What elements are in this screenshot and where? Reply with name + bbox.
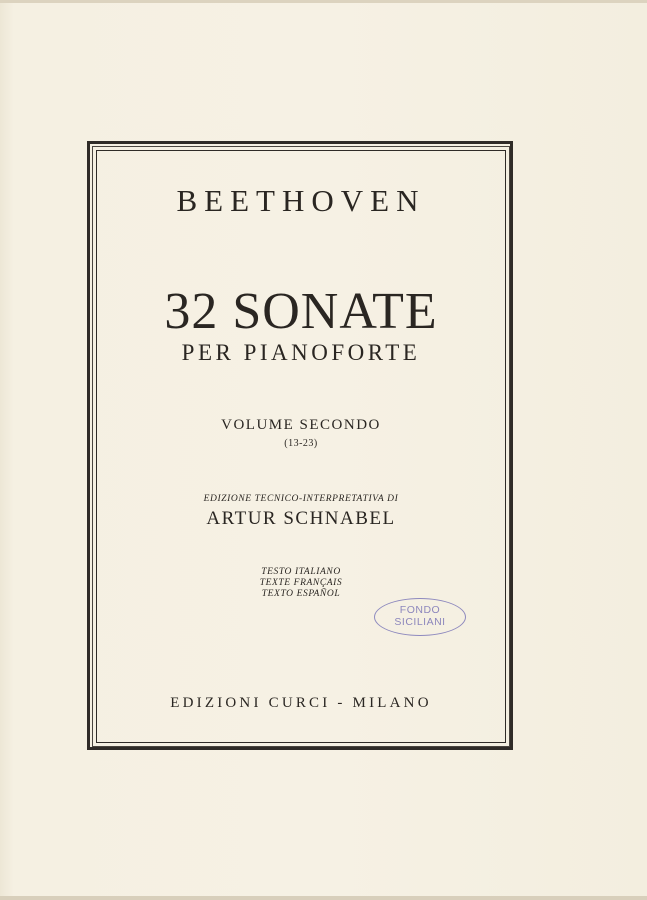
publisher-line: EDIZIONI CURCI - MILANO	[170, 695, 432, 711]
volume-label: VOLUME SECONDO	[221, 417, 381, 433]
composer-name: BEETHOVEN	[176, 183, 426, 218]
language-french: TEXTE FRANÇAIS	[259, 578, 343, 588]
stamp-line-2: SICILIANI	[394, 616, 446, 628]
page-top-edge	[0, 0, 647, 3]
sonata-range: (13-23)	[284, 438, 318, 449]
language-spanish: TEXTO ESPAÑOL	[261, 589, 341, 599]
stamp-line-1: FONDO	[399, 604, 441, 616]
language-italian: TESTO ITALIANO	[261, 567, 341, 577]
language-list	[240, 567, 362, 600]
page-bottom-edge	[0, 896, 647, 900]
work-subtitle: PER PIANOFORTE	[181, 340, 421, 365]
edition-note: EDIZIONE TECNICO-INTERPRETATIVA DI	[203, 494, 399, 504]
library-stamp	[374, 598, 466, 636]
editor-name: ARTUR SCHNABEL	[206, 508, 396, 529]
work-title: 32 SONATE	[164, 283, 438, 340]
